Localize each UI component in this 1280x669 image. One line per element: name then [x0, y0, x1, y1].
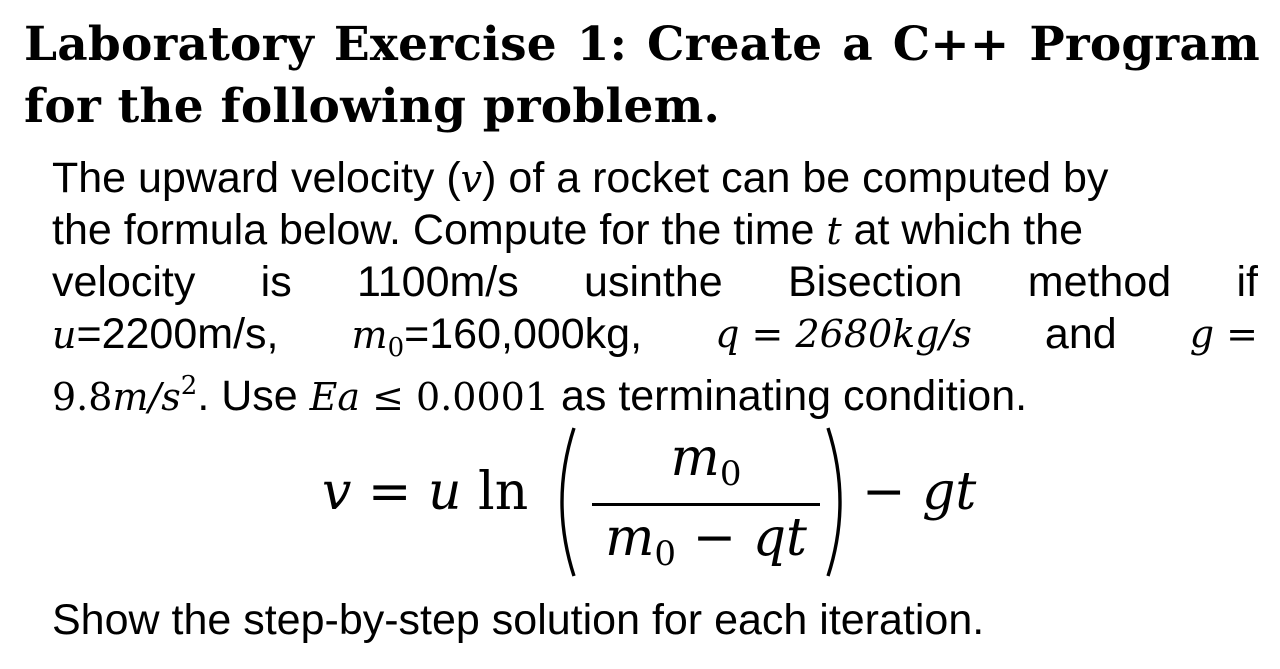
- problem-word: if: [1236, 258, 1258, 306]
- problem-word: method: [1027, 258, 1172, 306]
- num-subscript: 0: [719, 454, 742, 494]
- left-paren-icon: [548, 422, 578, 582]
- problem-word: Bisection: [787, 258, 963, 306]
- den-m: m: [605, 508, 655, 568]
- fraction-bar: [592, 503, 820, 506]
- instruction-footer: Show the step-by-step solution for each iteration.: [52, 596, 985, 644]
- problem-word: velocity: [52, 258, 196, 306]
- problem-text: as terminating condition.: [549, 372, 1028, 420]
- problem-line-3: [52, 256, 1258, 308]
- problem-word: and: [1044, 310, 1117, 358]
- problem-text: The upward velocity (: [52, 154, 461, 202]
- time-variable: t: [826, 209, 842, 253]
- heading-word: Exercise: [333, 17, 557, 72]
- heading-word: Create: [647, 17, 823, 72]
- problem-statement: [52, 152, 1260, 420]
- problem-text: the formula below. Compute for the time: [52, 206, 827, 254]
- problem-line-4: [52, 308, 1258, 363]
- fraction-denominator: [580, 508, 832, 574]
- m-variable: m: [351, 313, 388, 357]
- ea-condition: ≤ 0.0001: [360, 375, 550, 419]
- m0-given: [351, 308, 643, 363]
- problem-text: . Use: [197, 372, 310, 420]
- formula-rhs: − gt: [862, 462, 977, 522]
- q-given: q = 2680kg/s: [715, 312, 972, 356]
- problem-line-5: [52, 360, 1260, 420]
- right-paren-icon: [824, 422, 854, 582]
- heading-word: Program: [1029, 17, 1260, 72]
- problem-line-1: [52, 152, 1260, 204]
- heading-line-1: [24, 14, 1260, 76]
- problem-line-2: [52, 204, 1260, 256]
- heading-word: 1:: [576, 17, 628, 72]
- den-subscript: 0: [654, 534, 677, 574]
- problem-text: ) of a rocket can be computed by: [482, 154, 1109, 202]
- formula-lhs: [322, 462, 528, 522]
- u-value: =2200m/s,: [76, 310, 279, 358]
- problem-word: is: [260, 258, 292, 306]
- formula-ln: ln: [461, 462, 529, 522]
- heading-word: C++: [892, 17, 1010, 72]
- exercise-heading: [24, 14, 1264, 138]
- den-rest: − qt: [676, 508, 807, 568]
- g-exponent: 2: [180, 371, 198, 401]
- formula-fraction: [580, 422, 832, 582]
- u-given: [52, 308, 278, 360]
- formula-v: v: [322, 462, 352, 522]
- g-unit: m/s: [112, 375, 181, 419]
- u-variable: u: [52, 313, 77, 357]
- ea-variable: Ea: [309, 375, 361, 419]
- problem-text: at which the: [841, 206, 1084, 254]
- problem-word: usinthe: [584, 258, 723, 306]
- fraction-numerator: [580, 428, 832, 494]
- velocity-variable: v: [460, 157, 483, 201]
- formula-u: u: [428, 462, 462, 522]
- velocity-formula: [322, 422, 1002, 582]
- heading-word: a: [842, 17, 873, 72]
- m-subscript: 0: [387, 333, 405, 363]
- heading-word: Laboratory: [24, 17, 315, 72]
- m0-value: =160,000kg,: [404, 310, 643, 358]
- num-m: m: [670, 428, 720, 488]
- g-value: 9.8: [52, 375, 113, 419]
- g-given: g =: [1189, 312, 1258, 356]
- heading-line-2: for the following problem.: [24, 79, 721, 134]
- problem-word: 1100m/s: [357, 258, 519, 306]
- formula-equals: =: [351, 462, 429, 522]
